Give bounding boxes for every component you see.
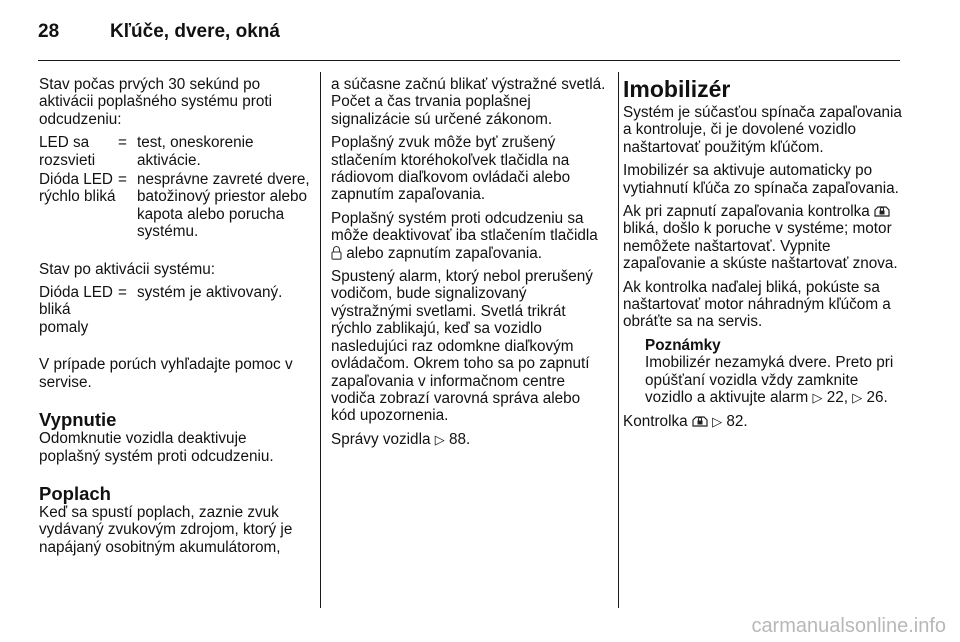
paragraph-text: Poplašný systém proti odcudzeniu sa môže deaktivovať iba stlačením tlačidla bbox=[331, 209, 598, 245]
page-reference-arrow-icon: ▷ bbox=[434, 431, 445, 447]
page-reference[interactable]: 22, bbox=[826, 389, 849, 407]
column-divider bbox=[320, 72, 321, 608]
heading-vypnutie: Vypnutie bbox=[39, 409, 117, 431]
paragraph-text: Imobilizér nezamyká dvere. Preto pri opúšťaní vozidla vždy zamknite vozidlo a aktivujte alarm bbox=[645, 354, 894, 407]
term: Dióda LED bliká pomaly bbox=[39, 284, 113, 336]
paragraph bbox=[331, 210, 607, 262]
paragraph bbox=[331, 431, 607, 448]
status-table-2 bbox=[39, 284, 282, 338]
paragraph: Ak kontrolka naďalej bliká, pokúste sa naštartovať motor náhradným kľúčom a obráťte sa na servis. bbox=[623, 278, 891, 331]
paragraph bbox=[623, 413, 907, 430]
description: systém je aktivovaný. bbox=[137, 284, 283, 302]
table-row bbox=[39, 284, 282, 338]
vypnutie-paragraph: Odomknutie vozidla deaktivuje poplašný systém proti odcudzeniu. bbox=[39, 430, 274, 465]
column-left bbox=[39, 76, 311, 562]
paragraph-text: alebo zapnutím zapaľovania. bbox=[346, 244, 543, 262]
paragraph: a súčasne začnú blikať výstražné svetlá. Počet a čas trvania poplašnej signalizácie sú určené zákonom. bbox=[331, 76, 606, 128]
immobilizer-warning-icon bbox=[692, 414, 708, 427]
term: Dióda LED rýchlo bliká bbox=[39, 171, 116, 206]
page-reference-arrow-icon: ▷ bbox=[852, 390, 863, 406]
description: test, oneskorenie aktivácie. bbox=[137, 134, 254, 169]
note-box bbox=[645, 337, 907, 407]
after-activation-label: Stav po aktivácii systému: bbox=[39, 260, 215, 278]
paragraph: Poplašný zvuk môže byť zrušený stlačením ktoréhokoľvek tlačidla na rádiovom diaľkovom ovládači alebo zapnutím zapaľovania. bbox=[331, 134, 571, 204]
page-reference[interactable]: 82. bbox=[726, 412, 748, 430]
page-number: 28 bbox=[38, 21, 60, 42]
term: LED sa rozsvieti bbox=[39, 134, 96, 169]
paragraph: Spustený alarm, ktorý nebol prerušený vodičom, bude signalizovaný výstražnými svetlami. Svetlá trikrát rýchlo zablikajú, keď sa vozidlo nasledujúci raz odomkne diaľkovým ovládačom. Okrem toho sa po zapnutí zapaľovania v informačnom centre vodiča zobrazí varovná správa alebo kód upozornenia. bbox=[331, 268, 593, 425]
watermark: carmanualsonline.info bbox=[751, 615, 946, 637]
poplach-paragraph: Keď sa spustí poplach, zaznie zvuk vydávaný zvukovým zdrojom, ktorý je napájaný osobitným akumulátorom, bbox=[39, 503, 293, 556]
lock-icon bbox=[331, 245, 342, 260]
equals-sign: = bbox=[118, 134, 127, 152]
status-table-1 bbox=[39, 134, 311, 242]
paragraph: Systém je súčasťou spínača zapaľovania a kontroluje, či je dovolené vozidlo naštartovať použitým kľúčom. bbox=[623, 104, 902, 156]
paragraph-text: Kontrolka bbox=[623, 412, 688, 430]
column-middle bbox=[331, 76, 607, 454]
column-right bbox=[623, 76, 907, 436]
page-reference[interactable]: 88. bbox=[448, 430, 471, 448]
intro-paragraph: Stav počas prvých 30 sekúnd po aktivácii poplašného systému proti odcudzeniu: bbox=[39, 76, 272, 128]
page-reference-arrow-icon: ▷ bbox=[812, 390, 823, 406]
heading-poplach: Poplach bbox=[39, 482, 111, 504]
paragraph bbox=[623, 203, 907, 273]
note-text bbox=[645, 354, 907, 406]
table-row bbox=[39, 134, 311, 171]
description: nesprávne zavreté dvere, batožinový priestor alebo kapota alebo porucha systému. bbox=[137, 171, 310, 241]
equals-sign: = bbox=[118, 284, 127, 302]
heading-imobilizer: Imobilizér bbox=[623, 76, 731, 102]
page-reference[interactable]: 26. bbox=[866, 389, 888, 407]
paragraph-text: Správy vozidla bbox=[331, 430, 431, 448]
column-divider bbox=[618, 72, 619, 608]
paragraph-text: Ak pri zapnutí zapaľovania kontrolka bbox=[623, 203, 870, 221]
paragraph-text: bliká, došlo k poruche v systéme; motor nemôžete naštartovať. Vypnite zapaľovanie a skúste naštartovať znova. bbox=[623, 220, 898, 273]
page-header bbox=[38, 14, 900, 61]
paragraph: Imobilizér sa aktivuje automaticky po vytiahnutí kľúča zo spínača zapaľovania. bbox=[623, 162, 899, 197]
note-title: Poznámky bbox=[645, 336, 721, 354]
table-row bbox=[39, 171, 311, 243]
immobilizer-warning-icon bbox=[874, 204, 890, 217]
equals-sign: = bbox=[118, 171, 127, 189]
page-reference-arrow-icon: ▷ bbox=[712, 413, 723, 429]
page-title: Kľúče, dvere, okná bbox=[110, 21, 280, 42]
service-paragraph: V prípade porúch vyhľadajte pomoc v servise. bbox=[39, 356, 293, 391]
